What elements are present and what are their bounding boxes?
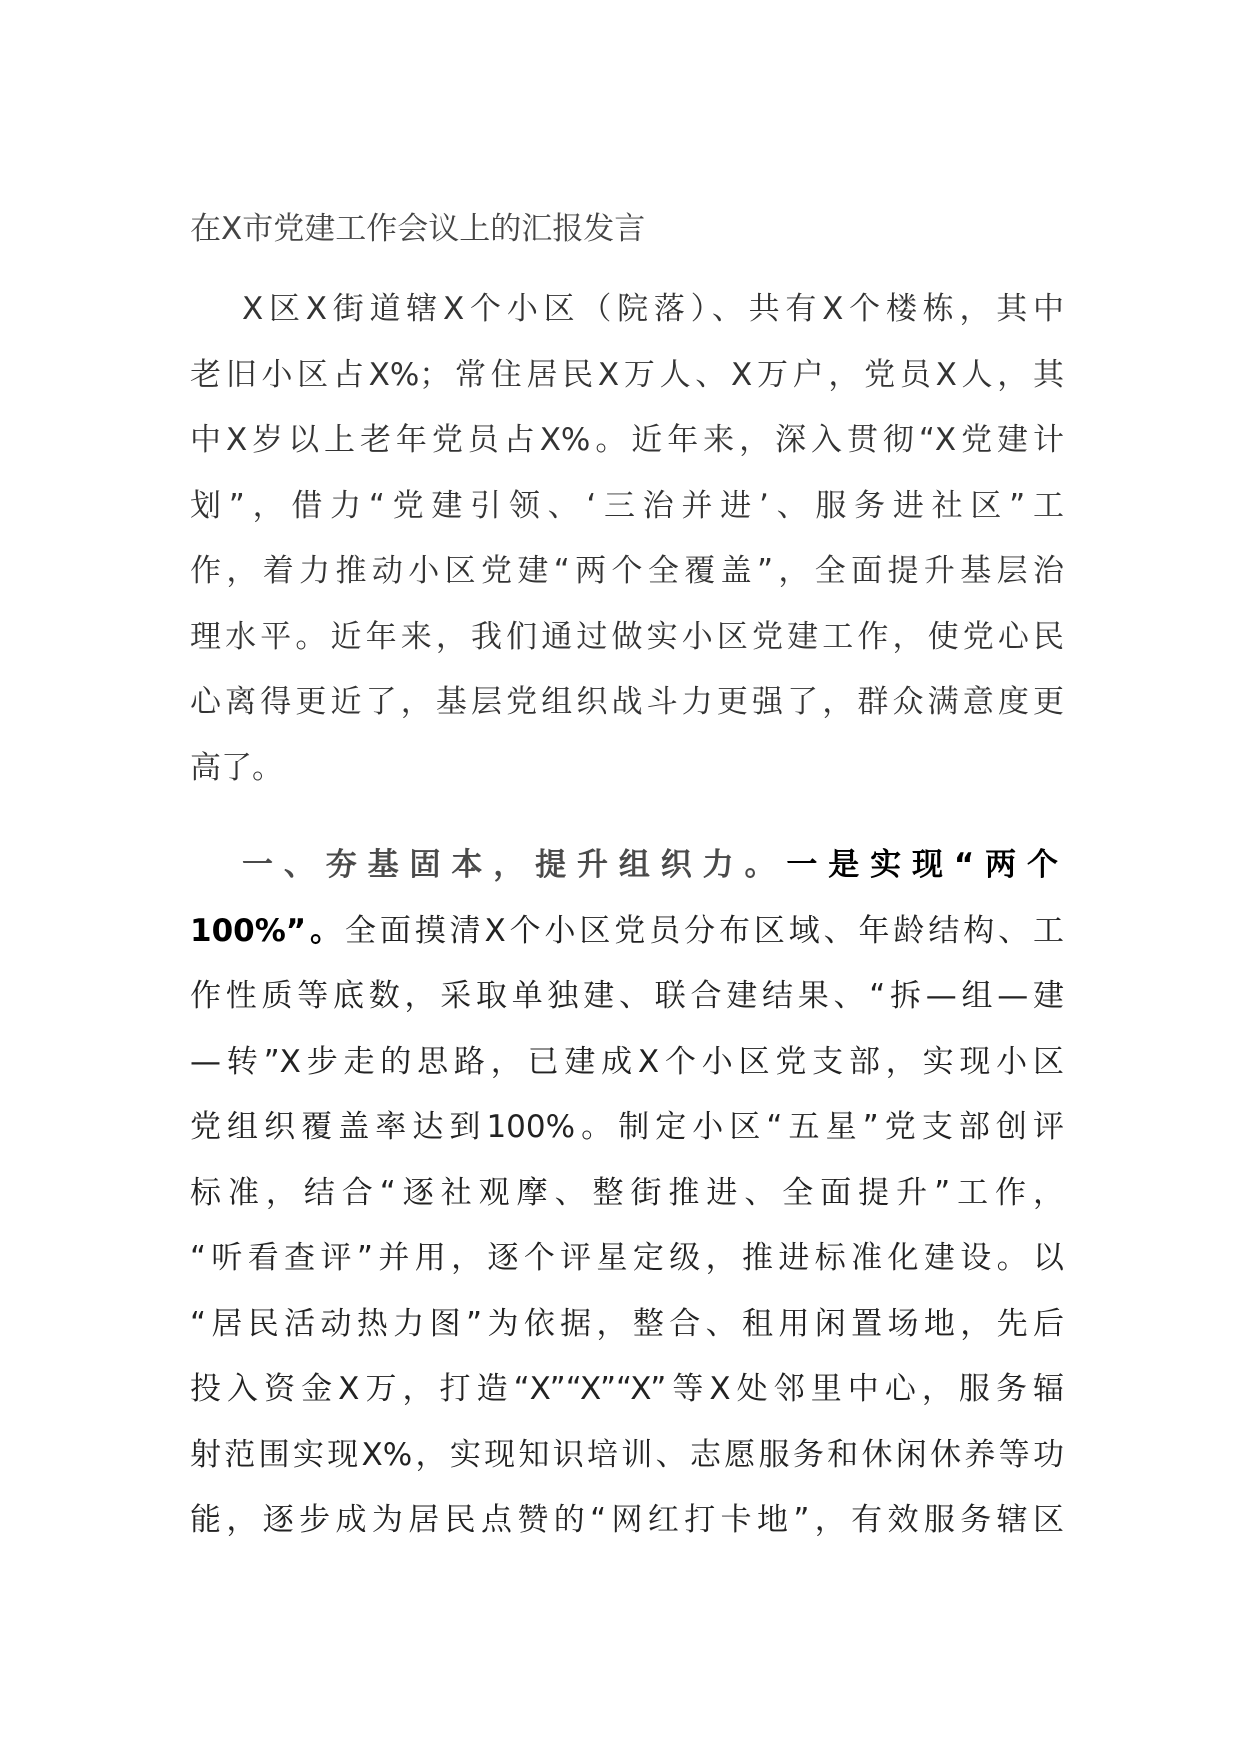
- paragraph-line: 作，着力推动小区党建“两个全覆盖”，全面提升基层治: [190, 553, 1064, 589]
- paragraph-line: [190, 899, 1064, 965]
- section-heading-line: [190, 833, 1064, 899]
- intro-paragraph: [190, 277, 1064, 801]
- paragraph-line: “居民活动热力图”为依据，整合、租用闲置场地，先后: [190, 1305, 1064, 1342]
- paragraph-line: 能，逐步成为居民点赞的“网红打卡地”，有效服务辖区: [190, 1502, 1064, 1538]
- document-title: 在X市党建工作会议上的汇报发言: [190, 211, 646, 247]
- paragraph-line: 中X岁以上老年党员占X%。近年来，深入贯彻“X党建计: [190, 422, 1064, 458]
- paragraph-line: 标准，结合“逐社观摩、整街推进、全面提升”工作，: [190, 1174, 1064, 1211]
- paragraph-text: 全面摸清X个小区党员分布区域、年龄结构、工: [344, 912, 1064, 949]
- section-heading: 一、夯基固本，提升组织力。: [242, 847, 787, 883]
- paragraph-line: 划”，借力“党建引领、‘三治并进’、服务进社区”工: [190, 487, 1064, 524]
- paragraph-line: “听看查评”并用，逐个评星定级，推进标准化建设。以: [190, 1240, 1064, 1276]
- paragraph-line: 党组织覆盖率达到100%。制定小区“五星”党支部创评: [190, 1109, 1064, 1145]
- paragraph-line: 老旧小区占X%；常住居民X万人、X万户，党员X人，其: [190, 356, 1064, 393]
- paragraph-line: X区X街道辖X个小区（院落）、共有X个楼栋，其中: [242, 291, 1064, 327]
- paragraph-line: 心离得更近了，基层党组织战斗力更强了，群众满意度更: [190, 684, 1064, 720]
- paragraph-line: 理水平。近年来，我们通过做实小区党建工作，使党心民: [190, 618, 1064, 655]
- section-subheading-end: 100%”。: [190, 912, 345, 949]
- section-subheading: 一是实现“两个: [786, 847, 1064, 883]
- section-1-paragraph: [190, 833, 1064, 1554]
- paragraph-line: 高了。: [190, 749, 283, 786]
- paragraph-line: —转”X步走的思路，已建成X个小区党支部，实现小区: [190, 1043, 1064, 1080]
- paragraph-line: 射范围实现X%，实现知识培训、志愿服务和休闲休养等功: [190, 1436, 1064, 1473]
- paragraph-line: 作性质等底数，采取单独建、联合建结果、“拆—组—建: [190, 978, 1064, 1014]
- paragraph-line: 投入资金X万，打造“X”“X”“X”等X处邻里中心，服务辐: [190, 1371, 1064, 1407]
